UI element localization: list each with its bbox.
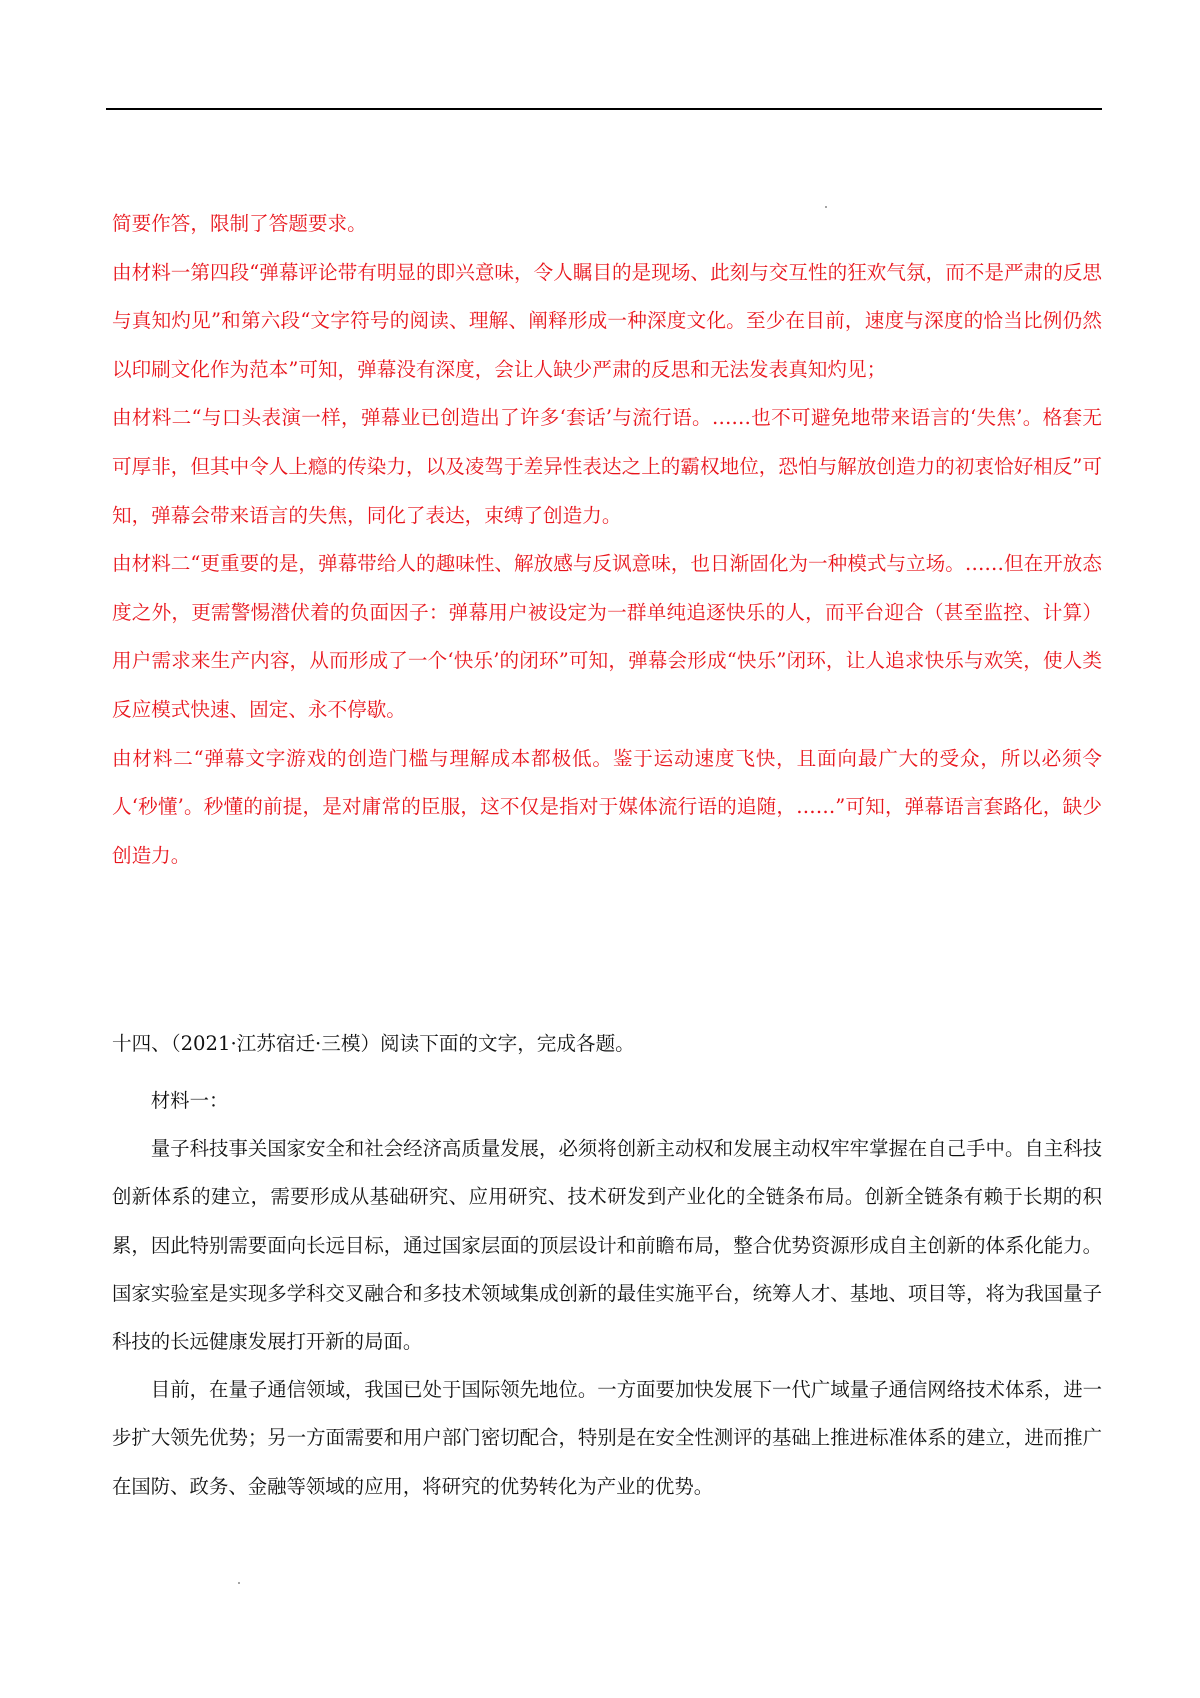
question-heading: 十四、（2021·江苏宿迁·三模）阅读下面的文字，完成各题。 [112,1032,635,1055]
question-header [112,1020,1102,1068]
answer-paragraph: 由材料二“更重要的是，弹幕带给人的趣味性、解放感与反讽意味，也日渐固化为一种模式与立场。……但在开放态度之外，更需警惕潜伏着的负面因子：弹幕用户被设定为一群单纯追逐快乐的人，而平台迎合（甚至监控、计算）用户需求来生产内容，从而形成了一个‘快乐’的闭环”可知，弹幕会形成“快乐”闭环，让人追求快乐与欢笑，使人类反应模式快速、固定、永不停歇。 [112,552,1102,721]
material-paragraph: 量子科技事关国家安全和社会经济高质量发展，必须将创新主动权和发展主动权牢牢掌握在自己手中。自主科技创新体系的建立，需要形成从基础研究、应用研究、技术研发到产业化的全链条布局。创新全链条有赖于长期的积累，因此特别需要面向长远目标，通过国家层面的顶层设计和前瞻布局，整合优势资源形成自主创新的体系化能力。国家实验室是实现多学科交叉融合和多技术领域集成创新的最佳实施平台，统筹人才、基地、项目等，将为我国量子科技的长远健康发展打开新的局面。 [112,1137,1102,1354]
material-one [112,1077,1102,1511]
answer-paragraph: 由材料二“与口头表演一样，弹幕业已创造出了许多‘套话’与流行语。……也不可避免地带来语言的‘失焦’。格套无可厚非，但其中令人上瘾的传染力，以及凌驾于差异性表达之上的霸权地位，恐怕与解放创造力的初衷恰好相反”可知，弹幕会带来语言的失焦，同化了表达，束缚了创造力。 [112,406,1102,527]
answer-analysis [112,200,1102,880]
speck-mark [238,1582,240,1584]
answer-paragraph: 简要作答，限制了答题要求。 [112,212,367,235]
material-label: 材料一： [150,1089,229,1112]
answer-paragraph: 由材料二“弹幕文字游戏的创造门槛与理解成本都极低。鉴于运动速度飞快，且面向最广大的受众，所以必须令人‘秒懂’。秒懂的前提，是对庸常的臣服，这不仅是指对于媒体流行语的追随，……”可知，弹幕语言套路化，缺少创造力。 [112,746,1102,867]
material-paragraph: 目前，在量子通信领域，我国已处于国际领先地位。一方面要加快发展下一代广域量子通信网络技术体系，进一步扩大领先优势；另一方面需要和用户部门密切配合，特别是在安全性测评的基础上推进标准体系的建立，进而推广在国防、政务、金融等领域的应用，将研究的优势转化为产业的优势。 [112,1378,1102,1498]
answer-paragraph: 由材料一第四段“弹幕评论带有明显的即兴意味，令人瞩目的是现场、此刻与交互性的狂欢气氛，而不是严肃的反思与真知灼见”和第六段“文字符号的阅读、理解、阐释形成一种深度文化。至少在目前，速度与深度的恰当比例仍然以印刷文化作为范本”可知，弹幕没有深度，会让人缺少严肃的反思和无法发表真知灼见； [112,260,1102,381]
header-rule [106,108,1102,110]
